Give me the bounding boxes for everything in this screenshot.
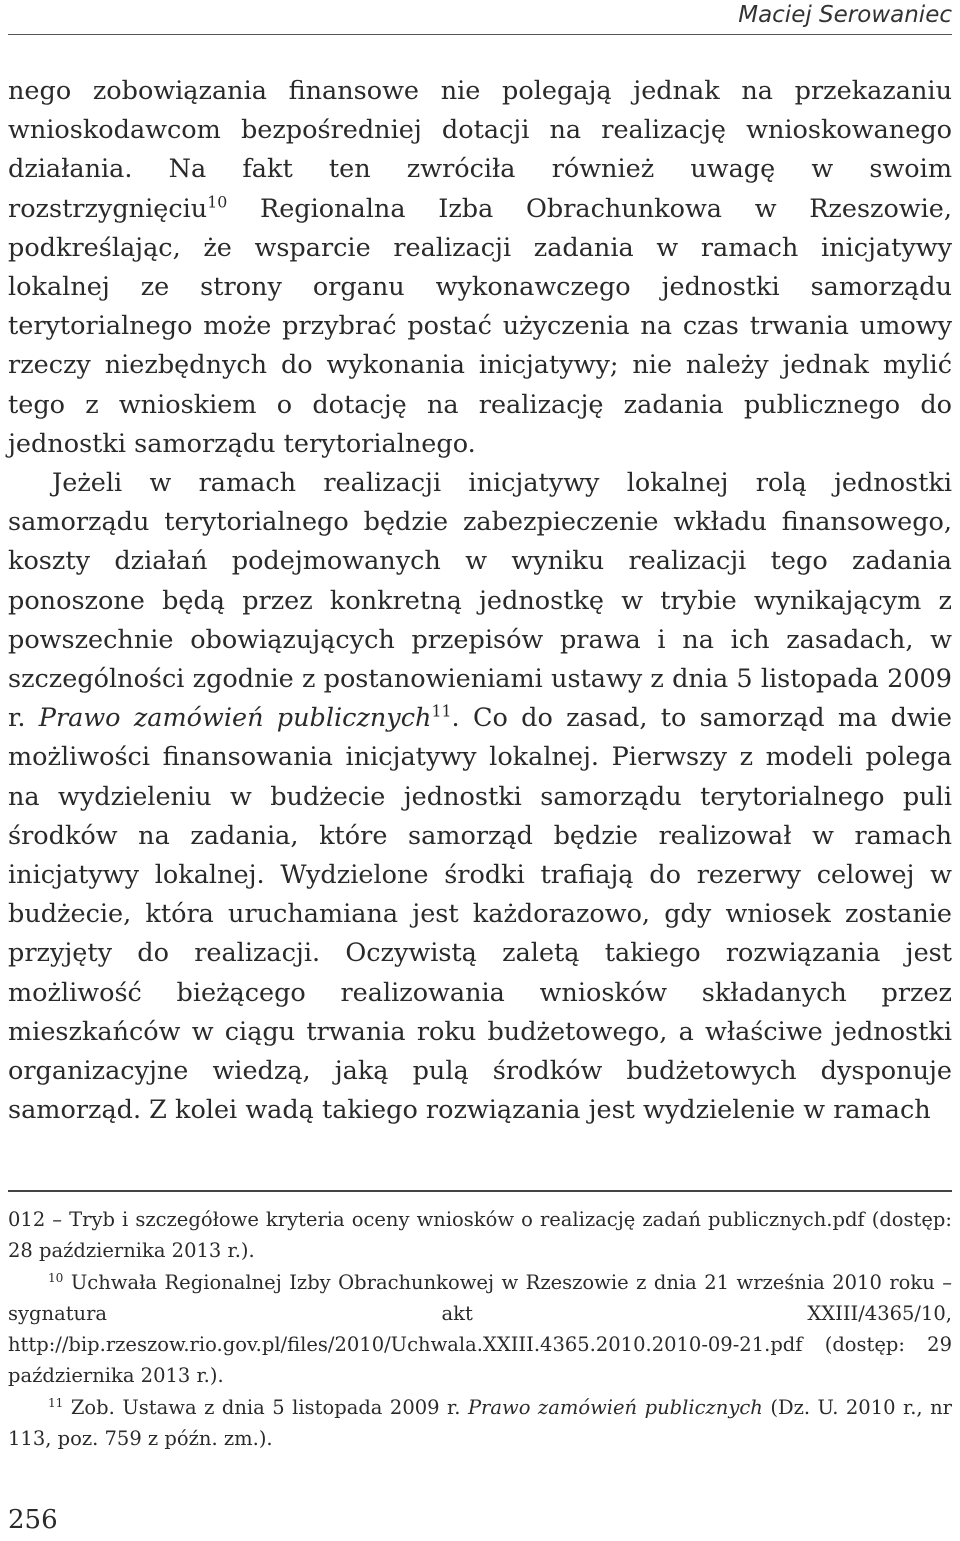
footnote-ref-11: 11 — [431, 701, 452, 721]
footnote-10-text: Uchwała Regionalnej Izby Obrachunkowej w Rzeszowie z dnia 21 września 2010 roku – sygnatura akt XXIII/4365/10, http://bip.rzeszow.rio.gov.pl/files/2010/Uchwala.XXIII.4365.2010.2010-09-21.pdf (dostęp: 29 października 2013 r.). — [8, 1270, 952, 1388]
paragraph-2-continued: . Co do zasad, to samorząd ma dwie możliwości finansowania inicjatywy lokalnej. Pierwszy z modeli polega na wydzieleniu w budżecie jednostki samorządu terytorialnego puli środków na zadania, które samorząd będzie realizował w ramach inicjatywy lokalnej. Wydzielone środki trafiają do rezerwy celowej w budżecie, która uruchamiana jest każdorazowo, gdy wniosek zostanie przyjęty do realizacji. Oczywistą zaletą takiego rozwiązania jest możliwość bieżącego realizowania wniosków składanych przez mieszkańców w ciągu trwania roku budżetowego, a właściwe jednostki organizacyjne wiedzą, jaką pulą środków budżetowych dysponuje samorząd. Z kolei wadą takiego rozwiązania jest wydzielenie w ramach — [8, 703, 952, 1126]
paragraph-2-text: Jeżeli w ramach realizacji inicjatywy lokalnej rolą jednostki samorządu terytorialnego będzie zabezpieczenie wkładu finansowego, koszty działań podejmowanych w wyniku realizacji tego zadania ponoszone będą przez konkretną jednostkę w trybie wynikającym z powszechnie obowiązujących przepisów prawa i na ich zasadach, w szczególności zgodnie z postanowieniami ustawy z dnia 5 listopada 2009 r. — [8, 468, 952, 734]
footnotes — [8, 1204, 952, 1454]
footnote-11 — [8, 1392, 952, 1455]
footnote-11-number: 11 — [48, 1395, 64, 1410]
footnote-continuation: 012 – Tryb i szczegółowe kryteria oceny wniosków o realizację zadań publicznych.pdf (dostęp: 28 października 2013 r.). — [8, 1208, 952, 1263]
footnote-11-text-end: (Dz. U. 2010 r., nr 113, poz. 759 z późn. zm.). — [8, 1395, 952, 1451]
header-rule — [8, 34, 952, 35]
paragraph-1-text: nego zobowiązania finansowe nie polegają jednak na przekazaniu wnioskodawcom bezpośredniej dotacji na realizację wnioskowanego działania. Na fakt ten zwróciła również uwagę w swoim rozstrzygnięciu — [8, 76, 952, 224]
footnote-11-text: Zob. Ustawa z dnia 5 listopada 2009 r. — [63, 1395, 468, 1419]
footnote-rule — [8, 1190, 952, 1192]
running-head: Maciej Serowaniec — [738, 2, 952, 28]
paragraph-1 — [8, 72, 952, 464]
paragraph-1-continued: Regionalna Izba Obrachunkowa w Rzeszowie, podkreślając, że wsparcie realizacji zadania w ramach inicjatywy lokalnej ze strony organu wykonawczego jednostki samorządu terytorialnego może przybrać postać użyczenia na czas trwania umowy rzeczy niezbędnych do wykonania inicjatywy; nie należy jednak mylić tego z wnioskiem o dotację na realizację zadania publicznego do jednostki samorządu terytorialnego. — [8, 193, 952, 459]
act-title: Prawo zamówień publicznych — [38, 703, 432, 734]
footnote-11-act-title: Prawo zamówień publicznych — [467, 1395, 763, 1419]
main-text — [8, 72, 952, 1130]
footnote-10 — [8, 1267, 952, 1392]
footnote-10-number: 10 — [48, 1270, 64, 1285]
page-number: 256 — [8, 1505, 58, 1535]
footnote-ref-10: 10 — [207, 192, 228, 212]
paragraph-2 — [8, 464, 952, 1130]
